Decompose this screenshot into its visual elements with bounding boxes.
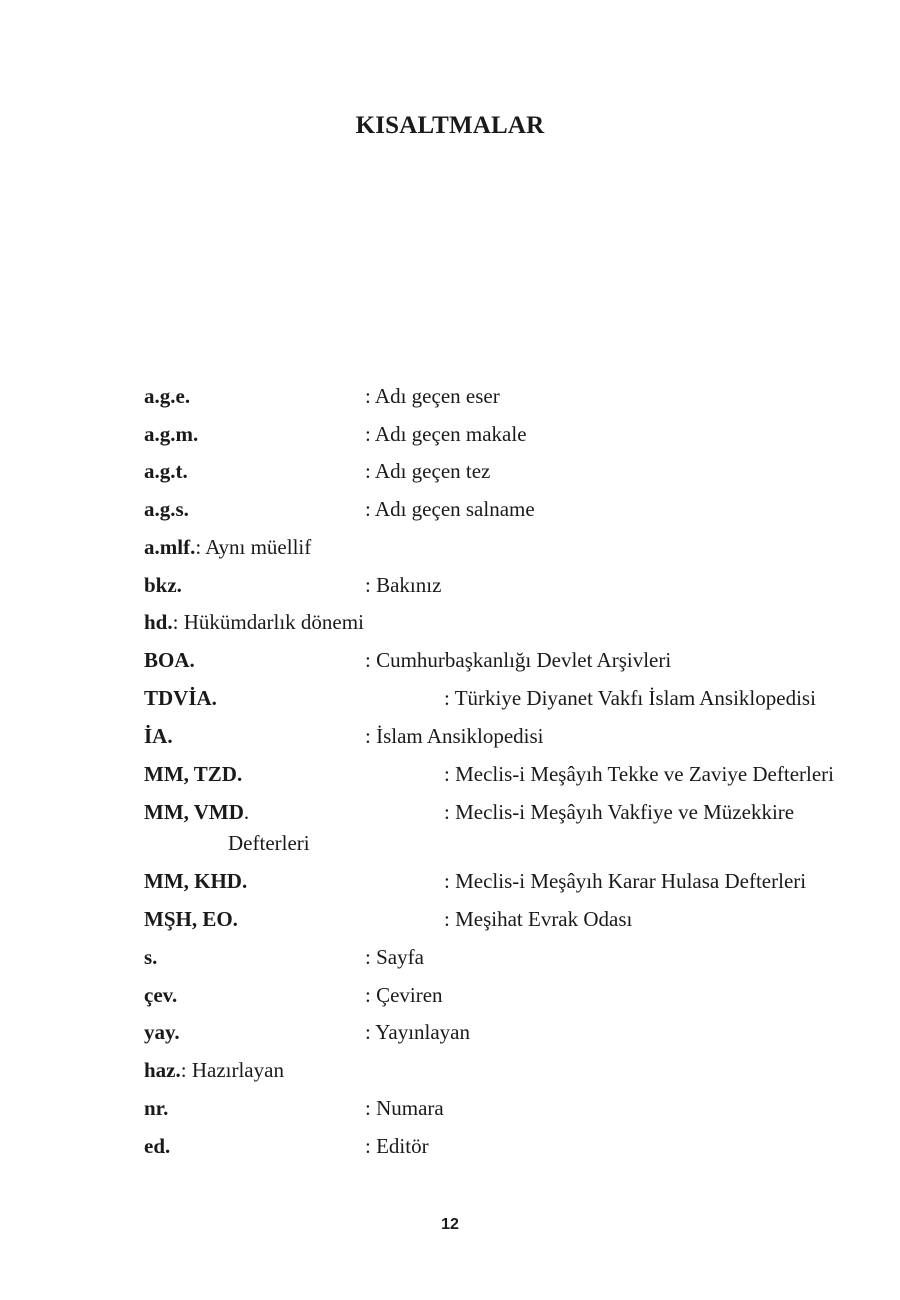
abbreviation-definition: : Adı geçen eser xyxy=(365,384,500,408)
abbreviation-definition: : Bakınız xyxy=(365,573,442,597)
abbreviation-term: bkz. xyxy=(144,573,182,597)
abbreviation-term: ed. xyxy=(144,1134,171,1158)
abbreviation-definition: : Adı geçen makale xyxy=(365,422,527,446)
abbreviation-definition: : İslam Ansiklopedisi xyxy=(365,724,544,748)
abbreviation-term: BOA. xyxy=(144,648,195,672)
abbreviation-definition: : Yayınlayan xyxy=(365,1020,470,1044)
abbreviation-term: MM, VMD. xyxy=(144,800,250,824)
abbreviation-entry xyxy=(144,759,834,789)
abbreviation-entry xyxy=(144,683,816,713)
abbreviation-entry xyxy=(144,721,544,751)
abbreviation-term: a.g.t. xyxy=(144,459,188,483)
abbreviation-entry xyxy=(144,570,442,600)
abbreviation-term: yay. xyxy=(144,1020,180,1044)
abbreviation-definition: : Hazırlayan xyxy=(180,1058,284,1082)
abbreviation-entry xyxy=(144,381,500,411)
abbreviation-definition: : Meşihat Evrak Odası xyxy=(444,907,633,931)
abbreviation-definition: : Adı geçen tez xyxy=(365,459,491,483)
abbreviation-definition: : Meclis-i Meşâyıh Tekke ve Zaviye Defterleri xyxy=(444,762,834,786)
abbreviation-term: haz. xyxy=(144,1058,181,1082)
abbreviation-entry xyxy=(144,645,672,675)
abbreviation-entry xyxy=(144,1131,429,1161)
abbreviation-term: a.g.s. xyxy=(144,497,189,521)
abbreviation-term: hd. xyxy=(144,610,173,634)
abbreviation-term: nr. xyxy=(144,1096,169,1120)
abbreviation-definition: : Adı geçen salname xyxy=(365,497,535,521)
abbreviation-definition-continuation: Defterleri xyxy=(228,831,310,855)
page-number: 12 xyxy=(441,1216,459,1233)
abbreviation-term: a.g.m. xyxy=(144,422,199,446)
abbreviation-term: MŞH, EO. xyxy=(144,907,238,931)
abbreviation-entry xyxy=(144,532,311,562)
abbreviation-term: a.g.e. xyxy=(144,384,191,408)
abbreviation-term: TDVİA. xyxy=(144,686,217,710)
abbreviation-entry xyxy=(144,797,795,827)
abbreviation-entry xyxy=(144,866,807,896)
abbreviation-entry xyxy=(144,607,364,637)
abbreviation-term: MM, KHD. xyxy=(144,869,248,893)
abbreviation-entry xyxy=(144,494,535,524)
abbreviation-term: a.mlf. xyxy=(144,535,196,559)
abbreviation-definition: : Çeviren xyxy=(365,983,443,1007)
abbreviation-term: MM, TZD. xyxy=(144,762,243,786)
abbreviation-entry xyxy=(144,904,633,934)
abbreviation-definition: : Meclis-i Meşâyıh Vakfiye ve Müzekkire xyxy=(444,800,795,824)
abbreviation-term: s. xyxy=(144,945,158,969)
abbreviation-definition: : Hükümdarlık dönemi xyxy=(172,610,364,634)
abbreviation-entry xyxy=(144,942,424,972)
abbreviation-definition: : Türkiye Diyanet Vakfı İslam Ansiklopedisi xyxy=(444,686,816,710)
abbreviation-entry xyxy=(144,1093,444,1123)
abbreviation-entry xyxy=(144,1017,470,1047)
abbreviation-definition: : Numara xyxy=(365,1096,444,1120)
abbreviation-entry xyxy=(144,456,491,486)
abbreviation-entry xyxy=(144,980,443,1010)
abbreviation-entry xyxy=(144,419,527,449)
page-title: KISALTMALAR xyxy=(355,112,545,139)
abbreviation-term: İA. xyxy=(144,724,173,748)
abbreviation-definition: : Meclis-i Meşâyıh Karar Hulasa Defterleri xyxy=(444,869,807,893)
abbreviation-definition: : Aynı müellif xyxy=(195,535,312,559)
abbreviation-definition: : Cumhurbaşkanlığı Devlet Arşivleri xyxy=(365,648,672,672)
abbreviation-definition: : Editör xyxy=(365,1134,429,1158)
abbreviation-entry xyxy=(144,1055,284,1085)
abbreviation-definition: : Sayfa xyxy=(365,945,424,969)
abbreviation-term: çev. xyxy=(144,983,178,1007)
